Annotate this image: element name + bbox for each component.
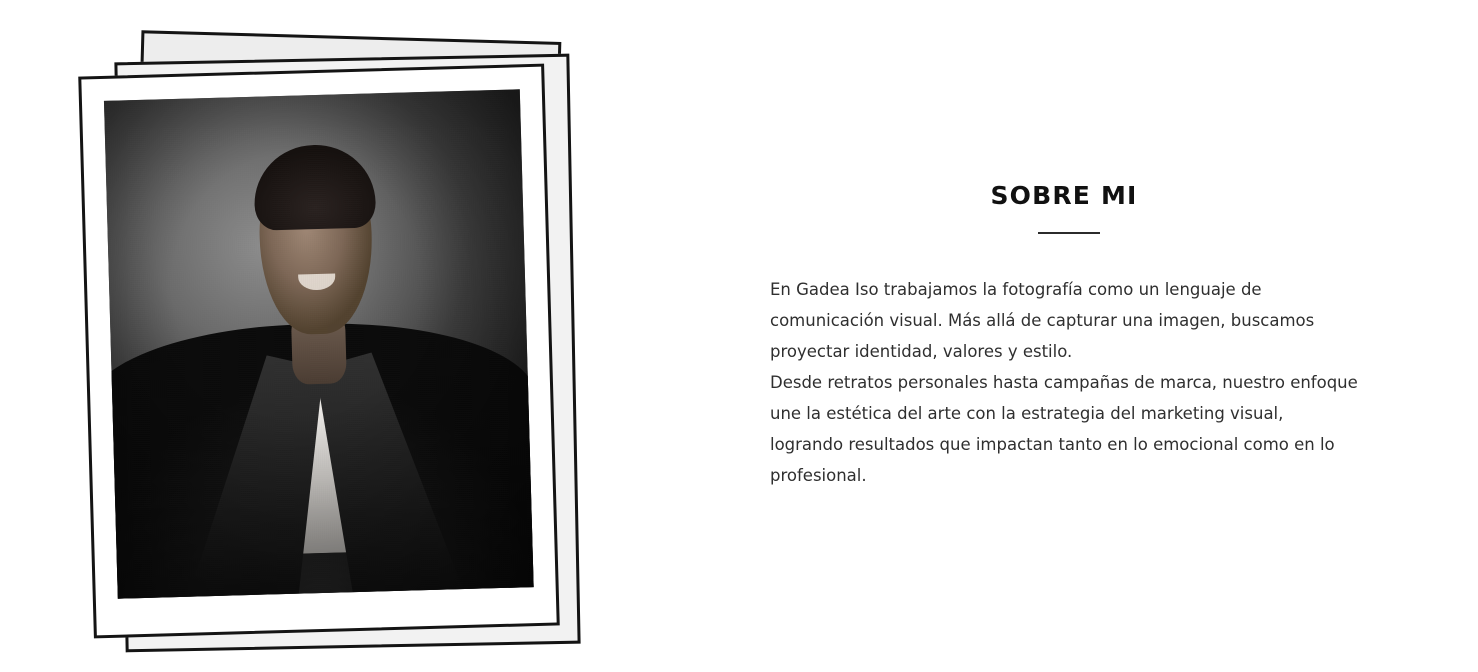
photo-frame-front: [78, 64, 560, 639]
portrait-grain: [104, 89, 534, 598]
title-divider: [1038, 232, 1100, 234]
about-paragraph-2: Desde retratos personales hasta campañas de marca, nuestro enfoque une la estética del arte con la estrategia del marketing visual, logrando resultados que impactan tanto en lo emocional como en lo profesional.: [770, 373, 1358, 485]
about-paragraph-1: En Gadea Iso trabajamos la fotografía como un lenguaje de comunicación visual. Más allá de capturar una imagen, buscamos proyectar identidad, valores y estilo.: [770, 280, 1315, 361]
page-title: SOBRE MI: [990, 181, 1138, 210]
about-text-block: [700, 181, 1478, 491]
about-body: [770, 274, 1360, 491]
photo-stack: [0, 0, 700, 672]
portrait-photo: [104, 89, 534, 598]
